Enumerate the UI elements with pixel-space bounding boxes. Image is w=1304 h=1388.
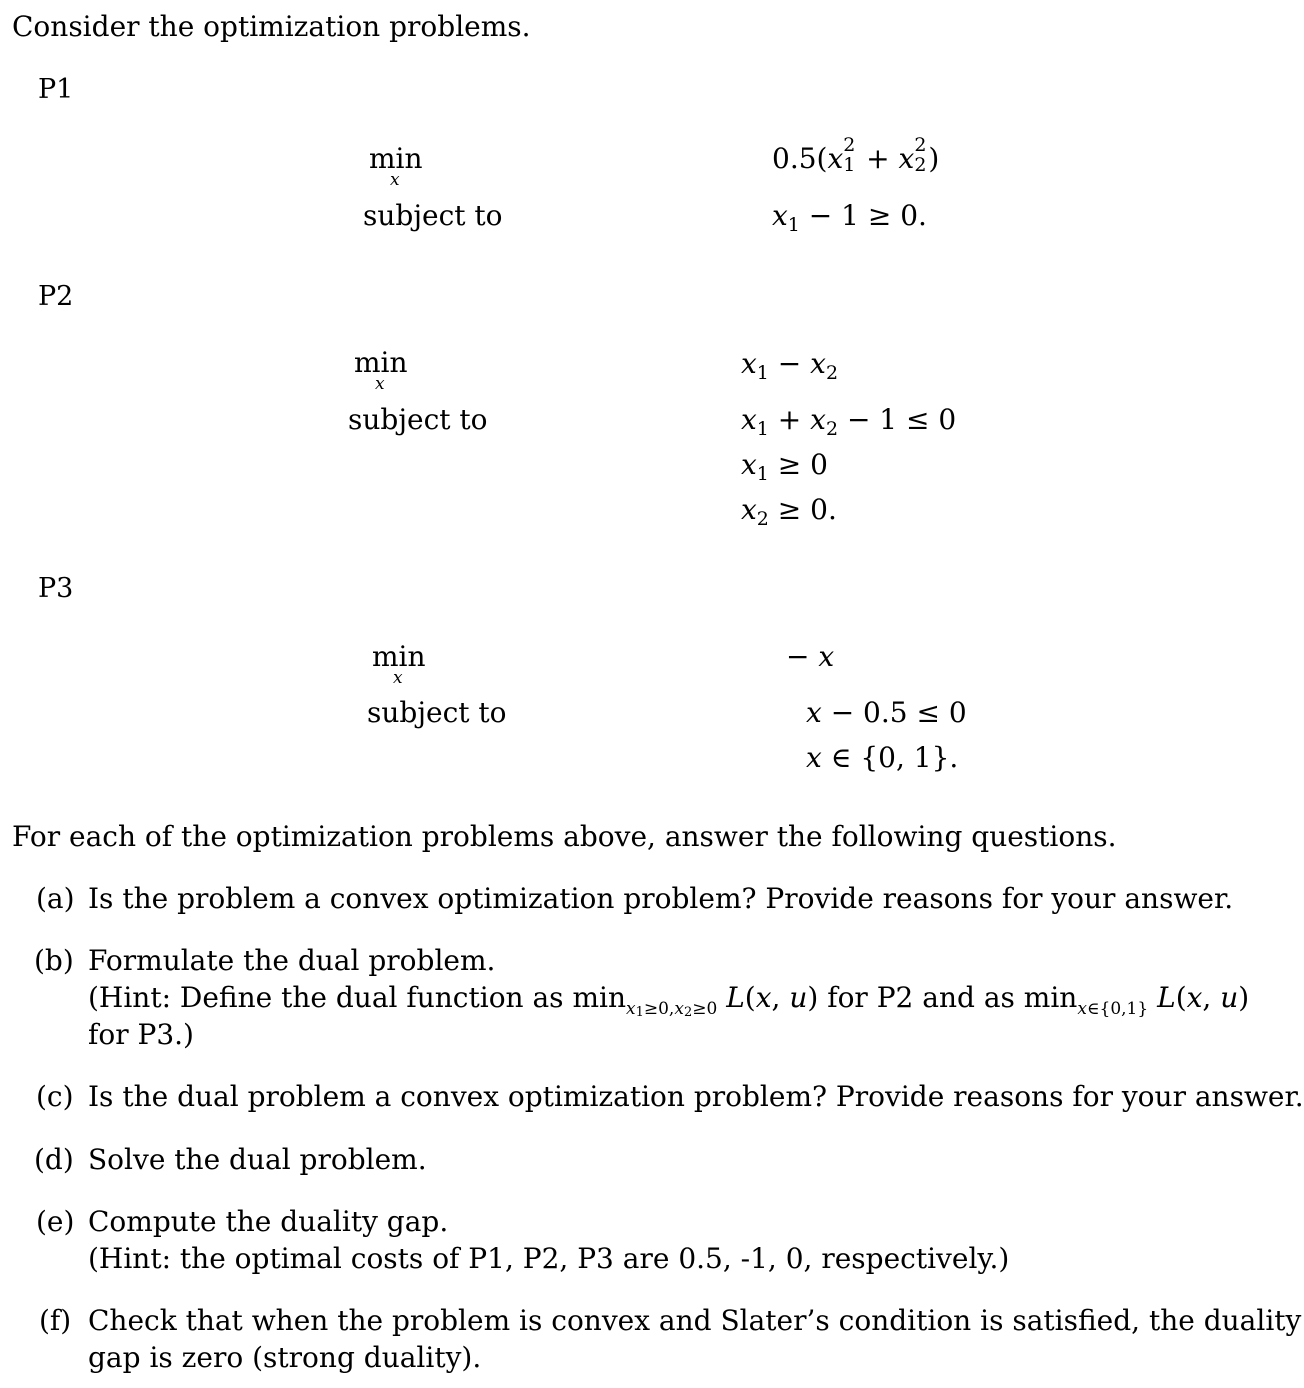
problem-label-p3: P3 xyxy=(38,573,74,604)
p3-subject-to: subject to xyxy=(367,696,507,729)
question-e-letter: (e) xyxy=(36,1205,75,1238)
instructions-text: For each of the optimization problems above, answer the following questions. xyxy=(12,820,1117,853)
p1-constraint: $x_1 - 1 \ge 0$. xyxy=(772,199,927,236)
p2-objective: $x_1 - x_2$ xyxy=(741,347,839,384)
question-a-text: Is the problem a convex optimization problem? Provide reasons for your answer. xyxy=(88,882,1234,915)
p2-min-variable: x xyxy=(375,374,385,394)
problem-label-p2: P2 xyxy=(38,281,74,312)
p1-min-variable: x xyxy=(390,170,400,190)
p2-min: min xyxy=(354,346,408,379)
p3-constraint-2: x ∈ {0, 1}. xyxy=(806,741,959,774)
question-f-letter: (f) xyxy=(39,1304,72,1337)
p2-constraint-1: $x_1 + x_2 - 1 \le 0$ xyxy=(741,403,957,440)
p1-min: min xyxy=(369,142,423,175)
question-b-hint: (Hint: Define the dual function as $\min_{x1\ge 0,x2\ge 0} L(x$, u) for P2 and as $\min_{x\in\{0,1\}} L(x$, u) xyxy=(88,981,1250,1020)
question-b-line3: for P3.) xyxy=(88,1018,194,1051)
p2-constraint-3: $x_2 \ge 0$. xyxy=(741,493,837,530)
p1-subject-to: subject to xyxy=(363,199,503,232)
intro-text: Consider the optimization problems. xyxy=(12,10,531,43)
question-e-line2: (Hint: the optimal costs of P1, P2, P3 are 0.5, -1, 0, respectively.) xyxy=(88,1242,1010,1275)
problem-label-p1: P1 xyxy=(38,74,74,105)
p3-constraint-1: x − 0.5 ≤ 0 xyxy=(806,696,967,729)
p2-constraint-2: $x_1 \ge 0$ xyxy=(741,448,828,485)
question-d-letter: (d) xyxy=(34,1143,74,1176)
question-f-line1: Check that when the problem is convex and Slater’s condition is satisfied, the duality xyxy=(88,1304,1302,1337)
question-b-letter: (b) xyxy=(34,944,74,977)
p3-objective: − x xyxy=(786,640,835,673)
question-c-text: Is the dual problem a convex optimization problem? Provide reasons for your answer. xyxy=(88,1080,1304,1113)
p2-subject-to: subject to xyxy=(348,403,488,436)
question-e-line1: Compute the duality gap. xyxy=(88,1205,449,1238)
p3-min-variable: x xyxy=(393,668,403,688)
p1-objective: 0.5(x 2 1 + x 2 2 ) xyxy=(772,134,940,176)
question-a-letter: (a) xyxy=(36,882,75,915)
question-b-line1: Formulate the dual problem. xyxy=(88,944,496,977)
question-d-text: Solve the dual problem. xyxy=(88,1143,427,1176)
p3-min: min xyxy=(372,640,426,673)
question-f-line2: gap is zero (strong duality). xyxy=(88,1341,482,1374)
question-c-letter: (c) xyxy=(36,1080,74,1113)
